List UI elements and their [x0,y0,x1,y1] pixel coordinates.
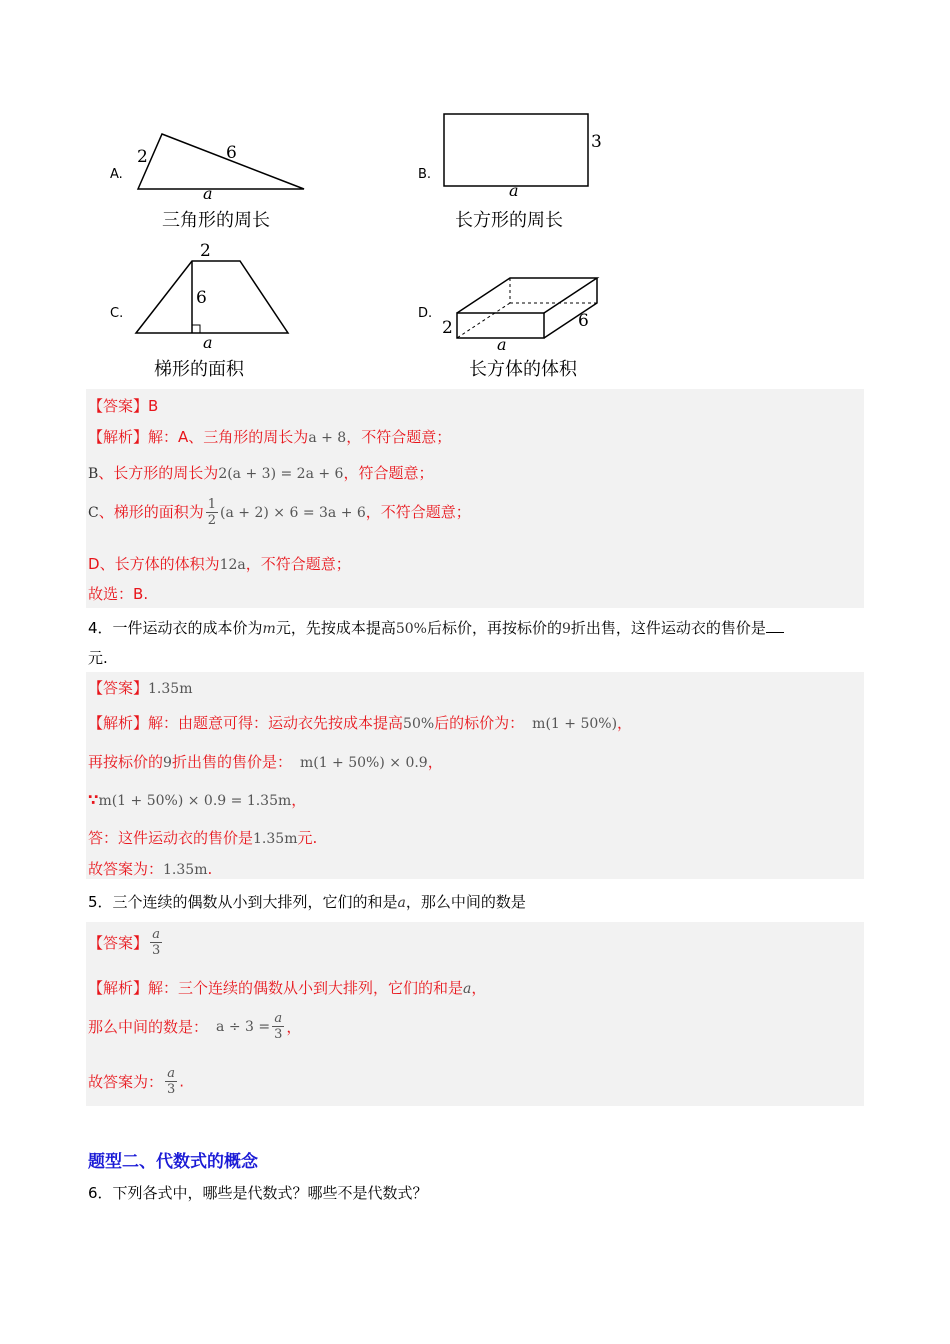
cuboid-depth: 6 [578,311,589,331]
q5-analysis-line-2: 那么中间的数是： a ÷ 3 = $\frac{a}{3}$ ， [88,1011,302,1042]
q3-analysis-line-2: B、长方形的周长为2(a + 3) = 2a + 6，符合题意； [88,464,434,482]
q4-analysis-line-5: 故答案为：1.35m. [88,860,213,878]
q4-question-line-2: 元. [88,649,108,667]
q5-answer-line: 【答案】 $\frac{a}{3}$ [88,927,161,958]
q6-question: 6．下列各式中，哪些是代数式？哪些不是代数式？ [88,1184,428,1202]
trapezoid-height: 6 [196,288,207,308]
triangle-figure [130,128,315,198]
q5-question-line: 5．三个连续的偶数从小到大排列，它们的和是a，那么中间的数是 [88,893,526,911]
trapezoid-top: 2 [200,241,211,261]
q4-blank [766,618,784,633]
option-a-label: A. [110,167,123,182]
trapezoid-caption: 梯形的面积 [154,359,244,380]
option-d-label: D. [418,306,433,321]
q4-analysis-line-2: 再按标价的9折出售的售价是： m(1 + 50%) × 0.9， [88,753,443,771]
q3-analysis-line-1: 【解析】解：A、三角形的周长为a + 8，不符合题意； [88,428,452,446]
section-heading: 题型二、代数式的概念 [88,1152,258,1172]
q5-analysis-line-1: 【解析】解：三个连续的偶数从小到大排列，它们的和是a， [88,979,487,997]
cuboid-base: a [497,335,507,354]
rectangle-base: a [509,181,519,200]
cuboid-caption: 长方体的体积 [469,359,577,380]
q3-answer-line: 【答案】B [88,397,159,415]
triangle-side-top: 6 [226,143,237,163]
triangle-caption: 三角形的周长 [162,210,270,231]
rectangle-side-right: 3 [591,132,602,152]
option-b-label: B. [418,167,432,182]
q3-analysis-line-5: 故选：B. [88,585,149,603]
cuboid-figure [450,270,605,345]
rectangle-caption: 长方形的周长 [455,210,563,231]
cuboid-left: 2 [442,318,453,338]
rectangle-figure [440,110,595,190]
q3-analysis-line-4: D、长方体的体积为12a，不符合题意； [88,555,351,573]
triangle-base: a [203,184,213,203]
option-c-label: C. [110,306,124,321]
q3-analysis-line-3: C、梯形的面积为 $\frac{1}{2}$ (a + 2) × 6 = 3a + 6，不符合题意； [88,497,471,528]
q4-analysis-line-3: ∵m(1 + 50%) × 0.9 = 1.35m， [88,791,307,809]
triangle-side-left: 2 [137,147,148,167]
trapezoid-base: a [203,333,213,352]
q4-answer-line: 【答案】1.35m [88,679,193,697]
trapezoid-figure [130,255,295,337]
q4-analysis-line-4: 答：这件运动衣的售价是1.35m元. [88,829,318,847]
q5-analysis-line-3: 故答案为： $\frac{a}{3}$ . [88,1066,185,1097]
q4-question-line-1: 4．一件运动衣的成本价为m元，先按成本提高50%后标价，再按标价的9折出售，这件运动衣的售价是 [88,617,784,638]
q4-analysis-line-1: 【解析】解：由题意可得：运动衣先按成本提高50%后的标价为： m(1 + 50%)， [88,714,633,732]
